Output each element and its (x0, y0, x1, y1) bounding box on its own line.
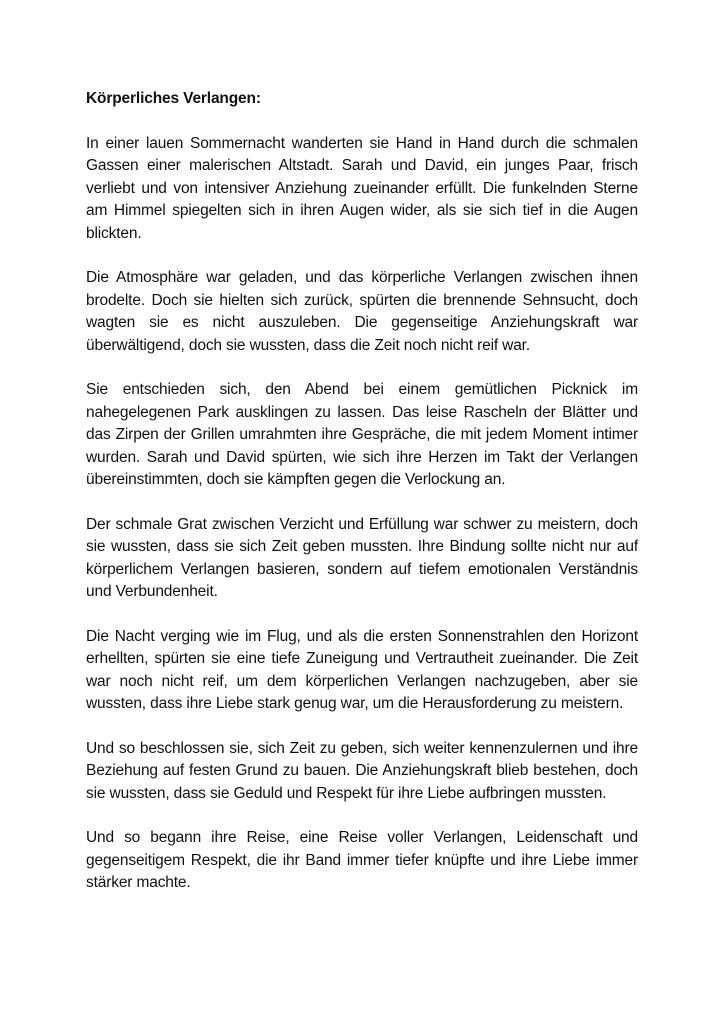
paragraph-7: Und so begann ihre Reise, eine Reise voller Verlangen, Leidenschaft und gegenseitigem Respekt, die ihr Band immer tiefer knüpfte und ihre Liebe immer stärker machte. (86, 829, 638, 891)
paragraph-4: Der schmale Grat zwischen Verzicht und Erfüllung war schwer zu meistern, doch sie wussten, dass sie sich Zeit geben mussten. Ihre Bindung sollte nicht nur auf körperlichem Verlangen basieren, sondern auf tiefem emotionalen Verständnis und Verbundenheit. (86, 515, 638, 600)
paragraph-2: Die Atmosphäre war geladen, und das körperliche Verlangen zwischen ihnen brodelte. Doch sie hielten sich zurück, spürten die brennende Sehnsucht, doch wagten sie es nicht auszuleben. Die gegenseitige Anziehungskraft war überwältigend, doch sie wussten, dass die Zeit noch nicht reif war. (86, 269, 638, 354)
paragraph-1: In einer lauen Sommernacht wanderten sie Hand in Hand durch die schmalen Gassen einer malerischen Altstadt. Sarah und David, ein junges Paar, frisch verliebt und von intensiver Anziehung zueinander erfüllt. Die funkelnden Sterne am Himmel spiegelten sich in ihren Augen wider, als sie sich tief in die Augen blickten. (86, 134, 638, 242)
paragraph-3: Sie entschieden sich, den Abend bei einem gemütlichen Picknick im nahegelegenen Park ausklingen zu lassen. Das leise Rascheln der Blätter und das Zirpen der Grillen umrahmten ihre Gespräche, die mit jedem Moment intimer wurden. Sarah und David spürten, wie sich ihre Herzen im Takt der Verlangen übereinstimmten, doch sie kämpften gegen die Verlockung an. (86, 381, 638, 488)
document-body (86, 88, 638, 895)
document-title: Körperliches Verlangen: (86, 90, 261, 107)
paragraph-6: Und so beschlossen sie, sich Zeit zu geben, sich weiter kennenzulernen und ihre Beziehung auf festen Grund zu bauen. Die Anziehungskraft blieb bestehen, doch sie wussten, dass sie Geduld und Respekt für ihre Liebe aufbringen mussten. (86, 739, 638, 802)
paragraph-5: Die Nacht verging wie im Flug, und als die ersten Sonnenstrahlen den Horizont erhellten, spürten sie eine tiefe Zuneigung und Vertrautheit zueinander. Die Zeit war noch nicht reif, um dem körperlichen Verlangen nachzugeben, aber sie wussten, dass ihre Liebe stark genug war, um die Herausforderung zu meistern. (86, 627, 638, 712)
